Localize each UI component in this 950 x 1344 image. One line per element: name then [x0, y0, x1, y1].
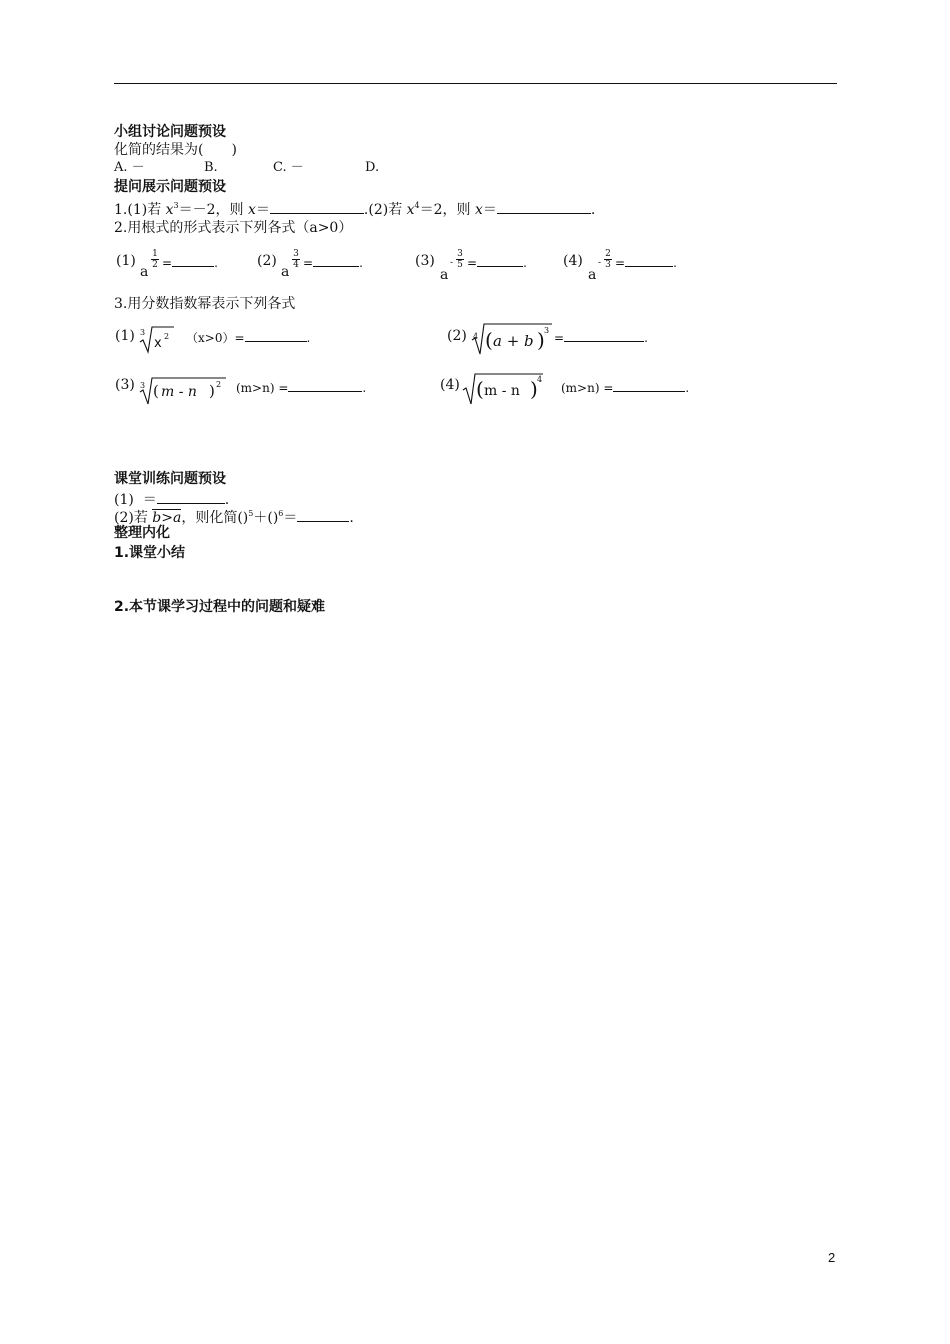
answer-blank[interactable]	[497, 200, 591, 214]
q2-item-1-end: .	[214, 256, 218, 270]
practice-q2-exp6: 6	[278, 509, 284, 518]
q3-item-4-power: 4	[537, 375, 543, 384]
q3-item-2-paren-close: )	[537, 328, 545, 352]
q3-item-1-cond: （x>0）=	[186, 331, 245, 345]
q2-item-2-eq: =	[303, 256, 314, 270]
q2-item-1-label: (1)	[116, 253, 136, 269]
q2-item-2-answer	[303, 253, 363, 271]
q3-item-1-power: 2	[164, 332, 170, 341]
q1-mid: .(2)若	[363, 202, 407, 218]
page-number: 2	[828, 1250, 836, 1265]
q1-exp3: 3	[173, 201, 179, 210]
q3-item-1-label: (1)	[115, 328, 135, 344]
section-heading-question-display: 提问展示问题预设	[114, 179, 226, 195]
header-rule	[114, 83, 837, 84]
q3-item-1-index: 3	[140, 328, 146, 337]
questions-item: 2.本节课学习过程中的问题和疑难	[114, 599, 326, 615]
summary-item: 1.课堂小结	[114, 545, 186, 561]
answer-blank[interactable]	[245, 328, 307, 342]
option-a: A. －	[114, 160, 145, 175]
practice-q2-condition: b>a	[152, 510, 182, 526]
q2-item-3-num: 3	[457, 249, 463, 259]
q3-item-2-end: .	[644, 331, 648, 345]
option-b: B.	[204, 160, 218, 175]
q3-item-4-paren-close: )	[530, 377, 538, 401]
q2-item-3-label: (3)	[415, 253, 435, 269]
q3-item-3-label: (3)	[115, 377, 135, 393]
q2-item-4-end: .	[673, 256, 677, 270]
q1-eq2: ＝2，则	[419, 202, 475, 218]
answer-blank[interactable]	[477, 253, 523, 267]
q2-item-3-exponent	[456, 249, 464, 270]
section-heading-group-discussion: 小组讨论问题预设	[114, 124, 226, 140]
q2-item-4-num: 2	[605, 249, 611, 259]
practice-q2-end: .	[349, 510, 354, 526]
q1-end: .	[590, 202, 596, 218]
q1-var-3: x	[406, 202, 415, 218]
answer-blank[interactable]	[288, 378, 362, 392]
q2-item-1-eq: =	[162, 256, 173, 270]
q1-eq-x: ＝	[255, 202, 270, 218]
q3-item-4-cond: (m>n) =	[561, 381, 614, 395]
practice-q2-prefix: (2)若	[114, 510, 153, 526]
q3-item-3-paren-open: (	[153, 382, 159, 400]
q2-item-3-answer	[467, 253, 527, 271]
q3-item-2-cond: =	[554, 331, 565, 345]
q3-item-1-answer	[186, 328, 310, 346]
q2-item-3-eq: =	[467, 256, 478, 270]
q2-item-1-answer	[162, 253, 218, 271]
q1-exp4: 4	[414, 201, 420, 210]
q2-item-2-label: (2)	[257, 253, 277, 269]
q2-item-2-num: 3	[293, 249, 299, 259]
practice-q1-end: .	[224, 492, 230, 508]
q3-item-4-answer	[561, 378, 689, 396]
q3-item-3-answer	[236, 378, 366, 396]
q2-item-2-base: a	[281, 264, 290, 280]
answer-blank[interactable]	[172, 253, 214, 267]
q3-item-4-end: .	[685, 381, 690, 395]
q3-item-2-radicand: a + b	[493, 332, 534, 350]
q3-item-4-radicand: m - n	[484, 383, 520, 399]
question-2-text: 2.用根式的形式表示下列各式（a>0）	[114, 220, 353, 236]
question-1	[114, 200, 595, 220]
practice-q2-exp5: 5	[248, 509, 254, 518]
q3-item-2-paren-open: (	[485, 328, 493, 352]
answer-blank[interactable]	[297, 508, 349, 522]
q3-item-3-end: .	[362, 381, 367, 395]
section-heading-class-practice: 课堂训练问题预设	[114, 471, 226, 487]
option-d: D.	[365, 160, 380, 175]
q3-item-1-end: .	[306, 331, 311, 345]
q2-item-2-end: .	[359, 256, 363, 270]
section-heading-internalize: 整理内化	[114, 525, 170, 541]
option-c: C. －	[273, 160, 304, 175]
practice-q1-eq: ＝	[142, 492, 157, 508]
q1-var-2: x	[248, 202, 256, 218]
question-3-text: 3.用分数指数幂表示下列各式	[114, 296, 296, 312]
answer-blank[interactable]	[313, 253, 359, 267]
q3-item-3-index: 3	[140, 381, 146, 390]
q1-var-4: x	[475, 202, 483, 218]
q3-item-3-paren-close: )	[209, 382, 215, 400]
q2-item-4-sign: -	[598, 258, 602, 268]
q3-item-3-power: 2	[216, 380, 222, 389]
answer-blank[interactable]	[270, 200, 364, 214]
q2-item-1-num: 1	[152, 249, 158, 259]
answer-blank[interactable]	[157, 490, 225, 504]
q2-item-4-eq: =	[615, 256, 626, 270]
q2-item-4-den: 3	[605, 260, 611, 270]
q3-item-2-label: (2)	[447, 328, 467, 344]
q2-item-4-base: a	[588, 267, 597, 283]
q3-item-3-radicand: m - n	[161, 384, 197, 400]
q2-item-3-sign: -	[450, 258, 454, 268]
practice-q1-label: (1)	[114, 492, 134, 508]
answer-blank[interactable]	[625, 253, 673, 267]
q2-item-1-den: 2	[152, 260, 158, 270]
q1-eq-x-2: ＝	[482, 202, 497, 218]
q2-item-1-exponent	[151, 249, 159, 270]
q2-item-4-exponent	[604, 249, 612, 270]
q3-item-2-index: 4	[473, 332, 479, 341]
q2-item-3-end: .	[523, 256, 527, 270]
q2-item-2-den: 4	[293, 260, 299, 270]
practice-q2-eq: ＝	[283, 510, 298, 526]
practice-q2-mid: ，则化简()	[181, 510, 249, 526]
answer-blank[interactable]	[613, 378, 685, 392]
q3-item-3-cond: (m>n) =	[236, 381, 289, 395]
q2-item-3-base: a	[440, 267, 449, 283]
q3-item-2-answer	[554, 328, 648, 346]
q2-item-1-base: a	[140, 264, 149, 280]
q2-item-3-den: 5	[457, 260, 463, 270]
q2-item-2-exponent	[292, 249, 300, 270]
answer-blank[interactable]	[564, 328, 644, 342]
practice-question-1	[114, 490, 229, 508]
q3-item-1-radicand: x	[154, 336, 162, 351]
q1-var: x	[165, 202, 174, 218]
q3-item-2-power: 3	[544, 326, 550, 335]
discussion-question: 化简的结果为( )	[114, 142, 237, 158]
q1-eq1: ＝－2，则	[178, 202, 248, 218]
q2-item-4-label: (4)	[563, 253, 583, 269]
q1-prefix: 1.(1)若	[114, 202, 166, 218]
q3-item-4-label: (4)	[440, 377, 460, 393]
q2-item-4-answer	[615, 253, 677, 271]
q3-item-4-paren-open: (	[476, 377, 484, 401]
practice-q2-plus: ＋()	[253, 510, 279, 526]
